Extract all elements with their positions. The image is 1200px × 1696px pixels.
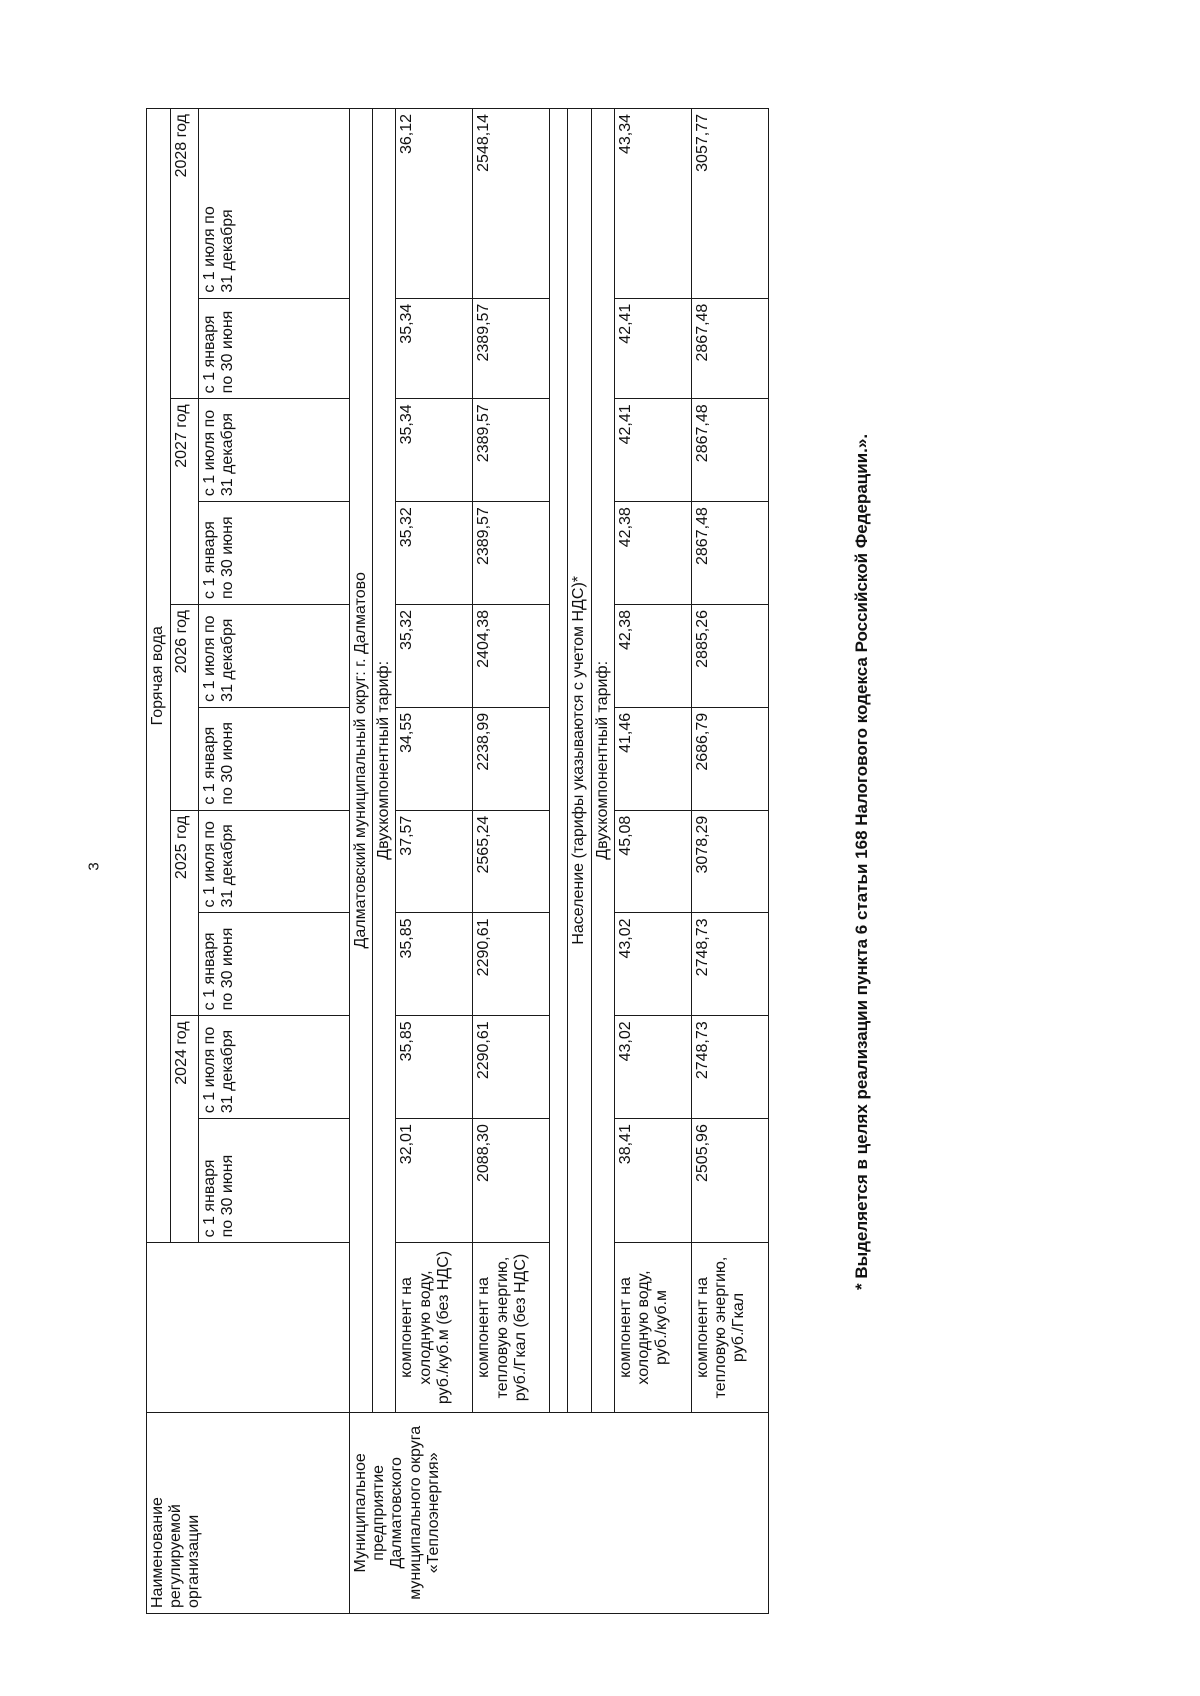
org-name-cell: Муниципальное предприятие Далматовского муниципального округа «Теплоэнергия» — [350, 1412, 769, 1613]
tariff-value: 37,57 — [396, 810, 473, 913]
header-org-name: Наименование регулируемой организации — [147, 1412, 350, 1613]
tariff-value: 2238,99 — [473, 707, 550, 810]
component-label: компонент на тепловую энергию, руб./Гкал — [691, 1243, 768, 1412]
tariff-value: 42,41 — [614, 399, 691, 502]
section-population-row — [568, 109, 591, 1614]
period-h2: с 1 июля по 31 декабря — [199, 1016, 350, 1119]
two-component-heading: Двухкомпонентный тариф: — [373, 109, 396, 1413]
table-rotation-frame — [146, 108, 826, 1614]
tariff-value: 2290,61 — [473, 913, 550, 1016]
period-h2: с 1 июля по 31 декабря — [199, 605, 350, 708]
period-h1: с 1 января по 30 июня — [199, 707, 350, 810]
two-component-row-2 — [591, 109, 614, 1614]
period-h2: с 1 июля по 31 декабря — [199, 109, 350, 299]
header-hot-water: Горячая вода — [147, 109, 171, 1243]
year-2028: 2028 год — [171, 109, 199, 399]
tariff-value: 35,85 — [396, 913, 473, 1016]
period-h2: с 1 июля по 31 декабря — [199, 399, 350, 502]
tariff-value: 43,02 — [614, 913, 691, 1016]
tariff-value: 35,85 — [396, 1016, 473, 1119]
tariff-value: 2748,73 — [691, 913, 768, 1016]
tariff-value: 2885,26 — [691, 605, 768, 708]
population-heading: Население (тарифы указываются с учетом НДС)* — [568, 109, 591, 1413]
tariff-value: 45,08 — [614, 810, 691, 913]
tariff-value: 3078,29 — [691, 810, 768, 913]
tariff-value: 2548,14 — [473, 109, 550, 299]
tariff-value: 2867,48 — [691, 298, 768, 399]
period-h1: с 1 января по 30 июня — [199, 298, 350, 399]
spacer-cell — [550, 109, 568, 1413]
period-h2: с 1 июля по 31 декабря — [199, 810, 350, 913]
tariff-value: 2290,61 — [473, 1016, 550, 1119]
tariff-value: 34,55 — [396, 707, 473, 810]
year-2027: 2027 год — [171, 399, 199, 605]
period-h1: с 1 января по 30 июня — [199, 1119, 350, 1243]
tariff-value: 41,46 — [614, 707, 691, 810]
tariff-value: 36,12 — [396, 109, 473, 299]
two-component-row-1 — [373, 109, 396, 1614]
period-h1: с 1 января по 30 июня — [199, 913, 350, 1016]
table-row — [473, 109, 550, 1614]
table-row — [691, 109, 768, 1614]
tariff-value: 38,41 — [614, 1119, 691, 1243]
component-label: компонент на холодную воду, руб./куб.м (без НДС) — [396, 1243, 473, 1412]
tariff-value: 2088,30 — [473, 1119, 550, 1243]
tariff-value: 35,34 — [396, 298, 473, 399]
gap-row — [550, 109, 568, 1614]
header-row-water — [147, 109, 171, 1614]
tariff-value: 35,34 — [396, 399, 473, 502]
table-row — [614, 109, 691, 1614]
tariff-value: 42,38 — [614, 502, 691, 605]
tariff-value: 2748,73 — [691, 1016, 768, 1119]
page-number: 3 — [85, 862, 103, 871]
header-component — [147, 1243, 350, 1412]
district-heading: Далматовский муниципальный округ: г. Далматово — [350, 109, 373, 1413]
year-2026: 2026 год — [171, 605, 199, 811]
tariff-value: 2867,48 — [691, 399, 768, 502]
period-h1: с 1 января по 30 июня — [199, 502, 350, 605]
tariff-value: 42,41 — [614, 298, 691, 399]
tariff-value: 2389,57 — [473, 399, 550, 502]
rotated-table-container — [146, 108, 826, 1614]
footnote: * Выделяется в целях реализации пункта 6 статьи 168 Налогового кодекса Российской Федерации.». — [852, 433, 871, 1290]
component-label: компонент на холодную воду, руб./куб.м — [614, 1243, 691, 1412]
year-2025: 2025 год — [171, 810, 199, 1016]
tariff-value: 35,32 — [396, 605, 473, 708]
tariff-value: 2505,96 — [691, 1119, 768, 1243]
tariff-value: 2389,57 — [473, 298, 550, 399]
tariff-value: 2686,79 — [691, 707, 768, 810]
tariff-value: 2389,57 — [473, 502, 550, 605]
tariff-value: 3057,77 — [691, 109, 768, 299]
tariff-value: 2565,24 — [473, 810, 550, 913]
tariff-value: 32,01 — [396, 1119, 473, 1243]
section-district-row — [350, 109, 373, 1614]
tariff-value: 2404,38 — [473, 605, 550, 708]
tariff-value: 35,32 — [396, 502, 473, 605]
table-row — [396, 109, 473, 1614]
year-2024: 2024 год — [171, 1016, 199, 1243]
tariff-table — [146, 108, 769, 1614]
tariff-value: 43,34 — [614, 109, 691, 299]
component-label: компонент на тепловую энергию, руб./Гкал (без НДС) — [473, 1243, 550, 1412]
tariff-value: 2867,48 — [691, 502, 768, 605]
two-component-heading: Двухкомпонентный тариф: — [591, 109, 614, 1413]
tariff-value: 42,38 — [614, 605, 691, 708]
tariff-value: 43,02 — [614, 1016, 691, 1119]
